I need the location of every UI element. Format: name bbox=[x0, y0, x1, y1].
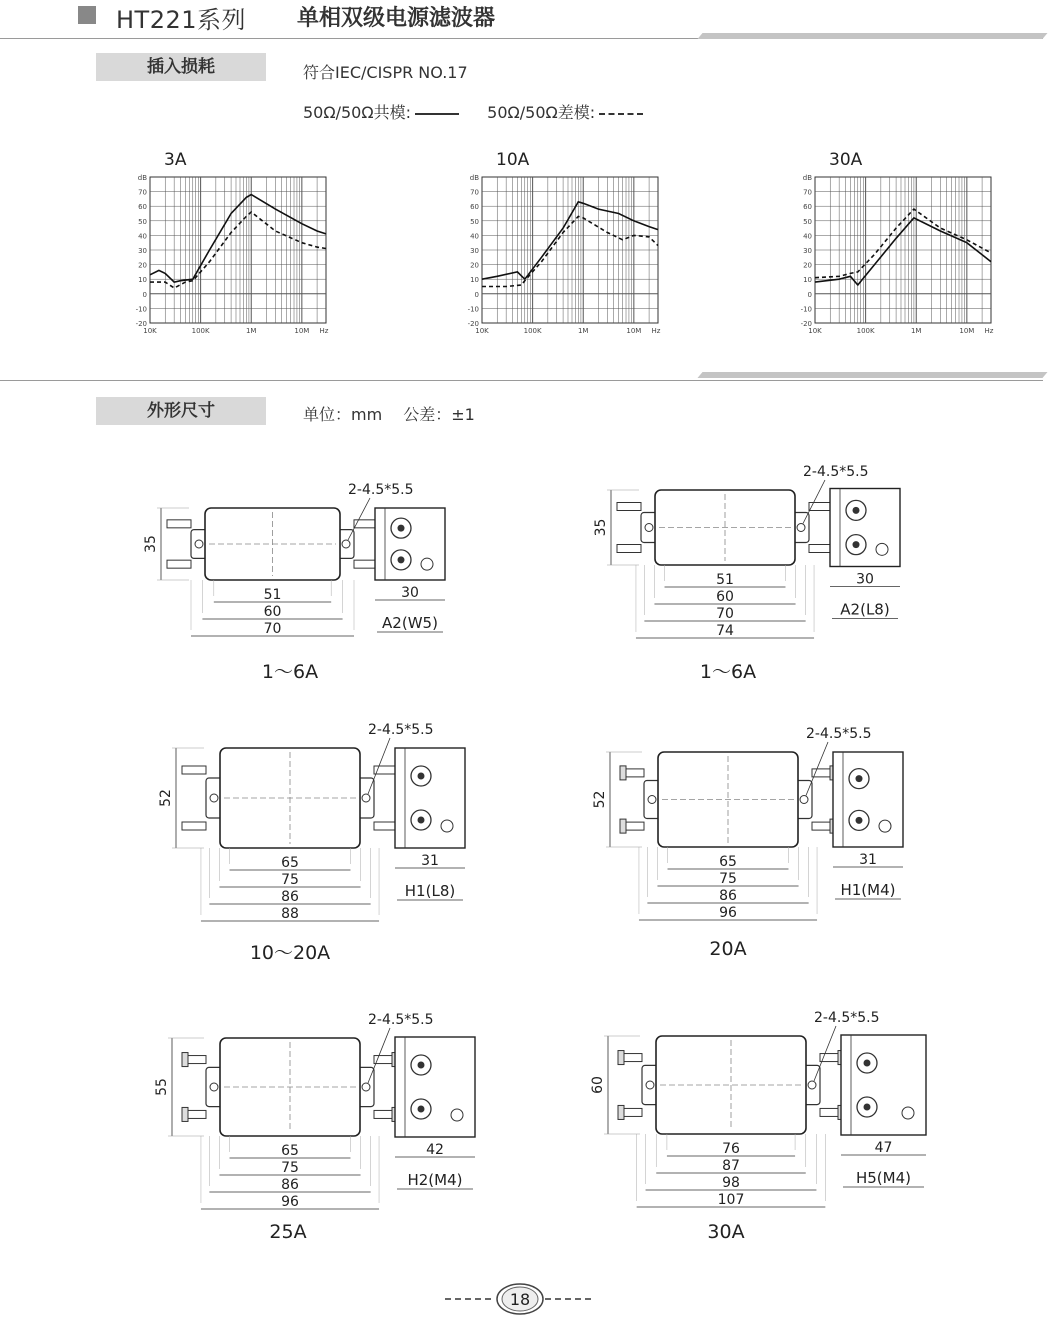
ground-terminal bbox=[421, 558, 433, 570]
mount-hole-label: 2-4.5*5.5 bbox=[348, 482, 414, 498]
outline-drawing-6 bbox=[590, 1002, 938, 1214]
terminal bbox=[626, 822, 644, 830]
side-view-body bbox=[841, 1035, 926, 1135]
ground-terminal bbox=[451, 1109, 463, 1121]
rating-caption-4: 20A bbox=[709, 938, 747, 960]
outline-drawing-5 bbox=[154, 1004, 490, 1214]
side-terminal-top-core bbox=[418, 1062, 425, 1069]
side-view-body bbox=[395, 1037, 475, 1137]
y-tick-label: -10 bbox=[800, 305, 812, 314]
side-terminal-bottom-core bbox=[418, 1106, 425, 1113]
width-dimension: 86 bbox=[719, 888, 737, 904]
width-dimension: 60 bbox=[716, 589, 734, 605]
x-tick-label: 100K bbox=[856, 327, 875, 335]
mount-hole-label: 2-4.5*5.5 bbox=[814, 1010, 880, 1026]
mount-hole-left bbox=[648, 796, 656, 804]
terminal-type-label: H1(L8) bbox=[404, 882, 456, 900]
width-dimension: 74 bbox=[716, 623, 734, 639]
terminal bbox=[167, 560, 191, 568]
y-tick-label: 10 bbox=[138, 276, 147, 285]
y-tick-label: 0 bbox=[142, 290, 147, 299]
y-tick-label: 70 bbox=[803, 188, 812, 197]
height-dimension: 52 bbox=[158, 789, 174, 807]
terminal bbox=[617, 503, 641, 511]
outline-drawing-3 bbox=[160, 712, 490, 924]
side-terminal-bottom-core bbox=[853, 541, 860, 548]
width-dimension: 88 bbox=[281, 906, 299, 922]
terminal-type-label: H2(M4) bbox=[407, 1171, 463, 1189]
dimensions-tag: 外形尺寸 bbox=[96, 397, 266, 425]
terminal bbox=[626, 769, 644, 777]
terminal bbox=[188, 1056, 206, 1064]
width-dimension: 87 bbox=[722, 1158, 740, 1174]
width-dimension: 70 bbox=[263, 621, 282, 637]
x-tick-label: 100K bbox=[523, 327, 542, 335]
width-dimension: 86 bbox=[281, 1177, 299, 1193]
x-tick-label: Hz bbox=[984, 327, 994, 335]
y-tick-label: 0 bbox=[474, 290, 479, 299]
outline-drawing-2 bbox=[590, 458, 940, 648]
terminal bbox=[624, 1054, 642, 1062]
y-tick-label: -20 bbox=[467, 320, 479, 328]
y-tick-label: 10 bbox=[803, 276, 812, 285]
side-width-dimension: 47 bbox=[874, 1140, 893, 1156]
terminal-nut bbox=[620, 766, 626, 780]
y-tick-label: 60 bbox=[138, 203, 147, 212]
x-tick-label: 10M bbox=[294, 327, 310, 335]
terminal bbox=[182, 766, 206, 774]
x-tick-label: 10K bbox=[143, 327, 157, 335]
side-view-body bbox=[375, 508, 445, 580]
insertion-loss-chart-30a bbox=[785, 145, 1005, 340]
ground-terminal bbox=[879, 820, 891, 832]
terminal-type-label: H5(M4) bbox=[855, 1169, 912, 1187]
terminal bbox=[820, 1054, 838, 1062]
mount-hole-right bbox=[342, 540, 350, 548]
side-terminal-bottom-core bbox=[418, 817, 425, 824]
y-tick-label: 30 bbox=[138, 247, 147, 255]
side-width-dimension: 31 bbox=[421, 853, 439, 869]
unit-text: 单位：mm 公差：±1 bbox=[303, 405, 475, 424]
chart-legend bbox=[303, 100, 647, 123]
y-tick-label: 60 bbox=[803, 203, 812, 212]
mount-hole-label: 2-4.5*5.5 bbox=[368, 1012, 434, 1028]
y-tick-label: -10 bbox=[467, 305, 479, 314]
terminal bbox=[188, 1110, 206, 1118]
width-dimension: 60 bbox=[263, 604, 282, 620]
terminal-type-label: A2(W5) bbox=[382, 614, 438, 632]
x-tick-label: 10K bbox=[808, 327, 822, 335]
width-dimension: 75 bbox=[281, 1160, 299, 1176]
y-tick-label: -20 bbox=[135, 320, 147, 328]
side-width-dimension: 42 bbox=[426, 1142, 444, 1158]
y-tick-label: dB bbox=[802, 174, 812, 182]
side-view-body bbox=[833, 752, 903, 847]
width-dimension: 65 bbox=[281, 1143, 299, 1159]
mount-hole-left bbox=[210, 794, 218, 802]
side-terminal-top-core bbox=[853, 507, 860, 514]
legend-solid-line bbox=[415, 113, 459, 115]
terminal-nut bbox=[182, 1107, 188, 1121]
mount-hole-leader bbox=[803, 480, 825, 524]
terminal bbox=[182, 822, 206, 830]
standard-text: 符合IEC/CISPR NO.17 bbox=[303, 63, 468, 82]
side-width-dimension: 30 bbox=[856, 571, 874, 588]
mount-hole-left bbox=[195, 540, 203, 548]
y-tick-label: 60 bbox=[470, 203, 479, 212]
y-tick-label: 20 bbox=[803, 261, 812, 270]
mount-hole-right bbox=[362, 1083, 370, 1091]
y-tick-label: 30 bbox=[803, 247, 812, 255]
y-tick-label: 40 bbox=[803, 232, 812, 241]
y-tick-label: 50 bbox=[803, 217, 812, 226]
width-dimension: 70 bbox=[716, 606, 734, 622]
y-tick-label: dB bbox=[137, 174, 147, 182]
legend-dashed-line bbox=[599, 113, 643, 115]
series-name: HT221系列 bbox=[116, 6, 247, 34]
height-dimension: 35 bbox=[143, 535, 159, 553]
side-terminal-bottom-core bbox=[864, 1104, 871, 1111]
rating-caption-1: 1～6A bbox=[261, 661, 319, 683]
terminal bbox=[624, 1108, 642, 1116]
x-tick-label: Hz bbox=[651, 327, 661, 335]
rating-caption-2: 1～6A bbox=[699, 661, 757, 683]
width-dimension: 96 bbox=[719, 905, 737, 921]
width-dimension: 65 bbox=[281, 855, 299, 871]
rating-caption-6: 30A bbox=[707, 1221, 745, 1243]
page-number: 18 bbox=[509, 1290, 531, 1309]
y-tick-label: 40 bbox=[138, 232, 147, 241]
terminal bbox=[374, 1110, 392, 1118]
y-tick-label: -10 bbox=[135, 305, 147, 314]
width-dimension: 76 bbox=[722, 1141, 740, 1157]
page-title: 单相双级电源滤波器 bbox=[297, 6, 496, 31]
section-accent-bar bbox=[697, 372, 1047, 378]
width-dimension: 86 bbox=[281, 889, 299, 905]
side-width-dimension: 30 bbox=[401, 585, 419, 601]
x-tick-label: 100K bbox=[191, 327, 210, 335]
terminal-nut bbox=[182, 1053, 188, 1067]
terminal bbox=[812, 822, 830, 830]
height-dimension: 60 bbox=[590, 1076, 606, 1094]
side-terminal-top-core bbox=[398, 525, 405, 532]
width-dimension: 98 bbox=[722, 1175, 740, 1191]
insertion-loss-tag: 插入损耗 bbox=[96, 53, 266, 81]
y-tick-label: 50 bbox=[138, 217, 147, 226]
side-view-body bbox=[830, 489, 900, 567]
rating-caption-5: 25A bbox=[269, 1221, 307, 1243]
terminal bbox=[820, 1108, 838, 1116]
mount-hole-left bbox=[210, 1083, 218, 1091]
chart-title: 30A bbox=[829, 150, 863, 170]
terminal-nut bbox=[620, 819, 626, 833]
mount-hole-right bbox=[797, 524, 805, 532]
y-tick-label: 0 bbox=[807, 290, 812, 299]
legend-common-label: 50Ω/50Ω共模: bbox=[303, 103, 411, 122]
header-square-icon bbox=[78, 6, 96, 24]
side-terminal-top-core bbox=[418, 773, 425, 780]
y-tick-label: dB bbox=[469, 174, 479, 182]
height-dimension: 55 bbox=[154, 1078, 170, 1096]
chart-title: 3A bbox=[164, 150, 187, 170]
terminal-type-label: H1(M4) bbox=[840, 881, 896, 899]
y-tick-label: 30 bbox=[470, 247, 479, 255]
width-dimension: 51 bbox=[716, 572, 734, 588]
width-dimension: 65 bbox=[719, 854, 737, 870]
side-terminal-top-core bbox=[864, 1060, 871, 1067]
outline-drawing-4 bbox=[592, 716, 928, 928]
insertion-loss-chart-3a bbox=[120, 145, 340, 340]
y-tick-label: 20 bbox=[470, 261, 479, 270]
header-accent-bar bbox=[697, 33, 1047, 39]
mount-hole-label: 2-4.5*5.5 bbox=[806, 726, 872, 742]
insertion-loss-chart-10a bbox=[452, 145, 672, 340]
x-tick-label: 1M bbox=[910, 327, 922, 335]
terminal-nut bbox=[618, 1051, 624, 1065]
side-terminal-bottom-core bbox=[398, 556, 405, 563]
terminal bbox=[374, 1056, 392, 1064]
x-tick-label: Hz bbox=[319, 327, 329, 335]
side-width-dimension: 31 bbox=[859, 852, 877, 868]
terminal bbox=[617, 545, 641, 553]
x-tick-label: 10K bbox=[475, 327, 489, 335]
terminal bbox=[167, 520, 191, 528]
mount-hole-right bbox=[362, 794, 370, 802]
side-view-body bbox=[395, 748, 465, 848]
width-dimension: 96 bbox=[281, 1194, 299, 1210]
mount-hole-label: 2-4.5*5.5 bbox=[803, 464, 869, 480]
x-tick-label: 10M bbox=[959, 327, 975, 335]
width-dimension: 51 bbox=[263, 587, 282, 603]
side-terminal-top-core bbox=[856, 775, 863, 782]
mount-hole-left bbox=[645, 524, 653, 532]
y-tick-label: 70 bbox=[470, 188, 479, 197]
x-tick-label: 1M bbox=[577, 327, 589, 335]
outline-drawing-1 bbox=[140, 470, 500, 650]
y-tick-label: 10 bbox=[470, 276, 479, 285]
section-divider bbox=[0, 380, 1043, 381]
width-dimension: 107 bbox=[717, 1192, 745, 1208]
legend-diff-label: 50Ω/50Ω差模: bbox=[487, 103, 596, 122]
ground-terminal bbox=[902, 1107, 914, 1119]
terminal bbox=[812, 769, 830, 777]
mount-hole-left bbox=[646, 1081, 654, 1089]
height-dimension: 52 bbox=[592, 790, 608, 809]
mount-hole-right bbox=[808, 1081, 816, 1089]
y-tick-label: 50 bbox=[470, 217, 479, 226]
ground-terminal bbox=[876, 543, 888, 555]
x-tick-label: 10M bbox=[626, 327, 642, 335]
y-tick-label: 20 bbox=[138, 261, 147, 270]
chart-title: 10A bbox=[496, 150, 530, 170]
mount-hole-leader bbox=[348, 498, 370, 540]
y-tick-label: -20 bbox=[800, 320, 812, 328]
mount-hole-right bbox=[800, 796, 808, 804]
terminal-type-label: A2(L8) bbox=[840, 600, 890, 619]
width-dimension: 75 bbox=[719, 871, 737, 887]
terminal-nut bbox=[618, 1105, 624, 1119]
rating-caption-3: 10～20A bbox=[249, 942, 331, 964]
y-tick-label: 70 bbox=[138, 188, 147, 197]
height-dimension: 35 bbox=[593, 518, 609, 537]
ground-terminal bbox=[441, 820, 453, 832]
page-number-badge bbox=[445, 1282, 595, 1316]
mount-hole-label: 2-4.5*5.5 bbox=[368, 722, 434, 738]
y-tick-label: 40 bbox=[470, 232, 479, 241]
side-terminal-bottom-core bbox=[856, 817, 863, 824]
x-tick-label: 1M bbox=[245, 327, 257, 335]
width-dimension: 75 bbox=[281, 872, 299, 888]
